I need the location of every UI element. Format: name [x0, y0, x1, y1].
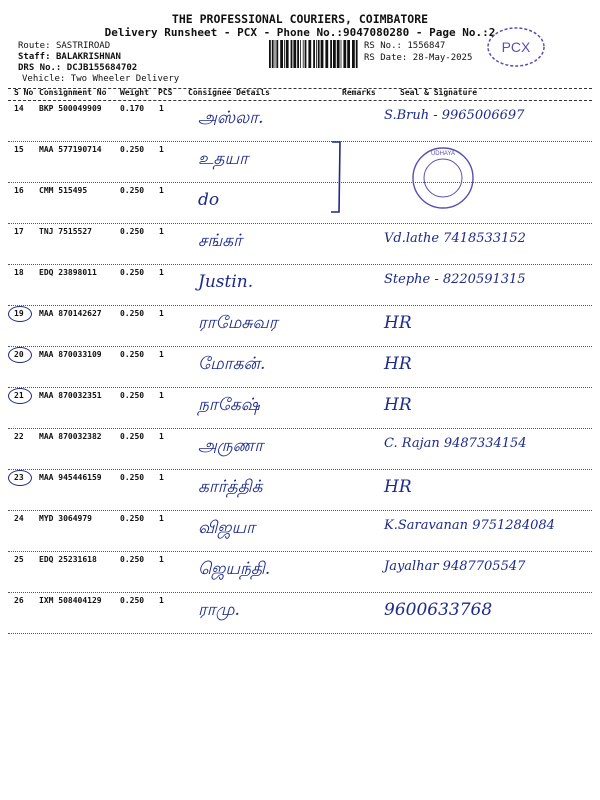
row-pcs: 1 — [159, 309, 164, 318]
barcode-bar — [291, 40, 293, 68]
row-divider — [8, 223, 592, 224]
header-bottom-line — [8, 100, 592, 101]
col-header-consignment: Consignment No — [39, 88, 107, 97]
barcode-bar — [352, 40, 355, 68]
barcode-image — [268, 40, 358, 68]
row-divider — [8, 592, 592, 593]
signature-handwriting: Vd.lathe 7418533152 — [384, 231, 526, 246]
consignee-handwriting: Justin. — [198, 272, 254, 292]
row-consignment: MAA 870142627 — [39, 309, 102, 318]
barcode-bar — [325, 40, 328, 68]
row-consignment: CMM 515495 — [39, 186, 88, 195]
row-weight: 0.250 — [120, 186, 145, 195]
row-divider — [8, 551, 592, 552]
barcode-bar — [313, 40, 315, 68]
rs-date-line — [364, 53, 472, 63]
row-pcs: 1 — [159, 555, 164, 564]
row-sno: 26 — [14, 596, 24, 605]
barcode-bar — [356, 40, 358, 68]
row-pcs: 1 — [159, 104, 164, 113]
route-line — [18, 41, 110, 51]
drs-line — [18, 63, 137, 73]
signature-handwriting: 9600633768 — [384, 600, 493, 620]
vehicle-line — [22, 74, 179, 84]
barcode-bar — [297, 40, 299, 68]
row-sno: 22 — [14, 432, 24, 441]
row-pcs: 1 — [159, 145, 164, 154]
barcode-bar — [308, 40, 311, 68]
row-pcs: 1 — [159, 268, 164, 277]
row-sno: 15 — [14, 145, 24, 154]
row-consignment: MAA 870032382 — [39, 432, 102, 441]
pcx-stamp — [484, 24, 548, 70]
barcode-bar — [300, 40, 301, 68]
consignee-handwriting: நாகேஷ் — [198, 395, 260, 415]
row-sno: 16 — [14, 186, 24, 195]
vehicle-label: Vehicle: — [22, 74, 66, 84]
row-divider — [8, 141, 592, 142]
row-pcs: 1 — [159, 596, 164, 605]
signature-handwriting: S.Bruh - 9965006697 — [384, 108, 525, 123]
row-sno: 20 — [14, 350, 24, 359]
row-consignment: MAA 577190714 — [39, 145, 102, 154]
row-weight: 0.170 — [120, 104, 145, 113]
barcode-bar — [333, 40, 336, 68]
stamp-text: PCX — [501, 39, 531, 55]
col-header-pcs: PCS — [158, 88, 173, 97]
row-consignment: MAA 945446159 — [39, 473, 102, 482]
row-sno: 23 — [14, 473, 24, 482]
row-divider — [8, 264, 592, 265]
barcode-bar — [337, 40, 340, 68]
row-pcs: 1 — [159, 473, 164, 482]
row-divider — [8, 387, 592, 388]
row-weight: 0.250 — [120, 145, 145, 154]
row-weight: 0.250 — [120, 268, 145, 277]
rs-no-line — [364, 41, 445, 51]
row-consignment: IXM 508404129 — [39, 596, 102, 605]
runsheet-title: Delivery Runsheet - PCX - Phone No.:9047080280 - Page No.:2 — [104, 26, 496, 39]
sno-circle-mark — [8, 470, 32, 486]
row-sno: 18 — [14, 268, 24, 277]
barcode-bar — [269, 40, 271, 68]
consignee-handwriting: ஜெயந்தி. — [198, 559, 271, 579]
row-weight: 0.250 — [120, 555, 145, 564]
barcode-bar — [284, 40, 285, 68]
rs-no-label: RS No.: — [364, 41, 402, 51]
barcode-bar — [275, 40, 276, 68]
row-consignment: MYD 3064979 — [39, 514, 92, 523]
consignee-handwriting: ராமேசுவர — [198, 313, 278, 333]
row-consignment: EDQ 23898011 — [39, 268, 97, 277]
consignee-handwriting: கார்த்திக் — [198, 477, 263, 497]
barcode-bar — [305, 40, 307, 68]
signature-handwriting: HR — [384, 354, 412, 374]
row-weight: 0.250 — [120, 432, 145, 441]
drs-value: DCJB155684702 — [66, 63, 138, 73]
barcode-bar — [330, 40, 332, 68]
consignee-handwriting: ராமு. — [198, 600, 240, 620]
row-divider — [8, 469, 592, 470]
row-sno: 17 — [14, 227, 24, 236]
row-consignment: TNJ 7515527 — [39, 227, 92, 236]
signature-handwriting: Stephe - 8220591315 — [384, 272, 526, 287]
route-value: SASTRIROAD — [55, 41, 111, 51]
col-header-sno: S No — [14, 88, 34, 97]
row-consignment: MAA 870033109 — [39, 350, 102, 359]
runsheet-table — [8, 88, 592, 630]
barcode-bar — [272, 40, 274, 68]
barcode-bar — [318, 40, 320, 68]
row-weight: 0.250 — [120, 596, 145, 605]
row-divider — [8, 633, 592, 634]
signature-handwriting: K.Saravanan 9751284084 — [384, 518, 555, 533]
row-weight: 0.250 — [120, 473, 145, 482]
row-pcs: 1 — [159, 391, 164, 400]
row-pcs: 1 — [159, 186, 164, 195]
row-pcs: 1 — [159, 514, 164, 523]
signature-handwriting: HR — [384, 477, 412, 497]
udhaya-seal — [408, 143, 478, 213]
drs-label: DRS No.: — [18, 63, 62, 73]
vehicle-value: Two Wheeler Delivery — [70, 74, 180, 84]
row-sno: 14 — [14, 104, 24, 113]
row-divider — [8, 182, 592, 183]
barcode-bar — [341, 40, 342, 68]
row-sno: 21 — [14, 391, 24, 400]
row-weight: 0.250 — [120, 391, 145, 400]
row-divider — [8, 428, 592, 429]
col-header-weight: Weight — [120, 88, 149, 97]
row-divider — [8, 346, 592, 347]
row-pcs: 1 — [159, 350, 164, 359]
rs-date-label: RS Date: — [364, 53, 408, 63]
row-sno: 24 — [14, 514, 24, 523]
signature-handwriting: HR — [384, 313, 412, 333]
staff-line — [18, 52, 121, 62]
consignee-handwriting: do — [198, 190, 220, 210]
sno-circle-mark — [8, 347, 32, 363]
signature-handwriting: Jayalhar 9487705547 — [384, 559, 526, 574]
row-sno: 25 — [14, 555, 24, 564]
row-consignment: EDQ 25231618 — [39, 555, 97, 564]
consignee-handwriting: உதயா — [198, 149, 248, 169]
row-pcs: 1 — [159, 432, 164, 441]
row-weight: 0.250 — [120, 227, 145, 236]
company-title: THE PROFESSIONAL COURIERS, COIMBATORE — [171, 12, 429, 26]
staff-value: BALAKRISHNAN — [55, 52, 121, 62]
barcode-bar — [293, 40, 296, 68]
route-label: Route: — [18, 41, 51, 51]
consignee-handwriting: சங்கர் — [198, 231, 243, 251]
table-top-line — [8, 88, 592, 89]
row-pcs: 1 — [159, 227, 164, 236]
col-header-remarks: Remarks — [342, 88, 376, 97]
rs-date-value: 28-May-2025 — [412, 53, 473, 63]
barcode-bar — [321, 40, 324, 68]
signature-handwriting: C. Rajan 9487334154 — [384, 436, 527, 451]
row-divider — [8, 510, 592, 511]
barcode-bar — [280, 40, 283, 68]
barcode-bar — [347, 40, 350, 68]
signature-handwriting: HR — [384, 395, 412, 415]
bracket-mark — [330, 140, 344, 214]
sno-circle-mark — [8, 306, 32, 322]
consignee-handwriting: அஸ்லா. — [198, 108, 264, 128]
consignee-handwriting: விஜயா — [198, 518, 255, 538]
barcode-bar — [286, 40, 289, 68]
barcode-bar — [316, 40, 317, 68]
consignee-handwriting: மோகன். — [198, 354, 266, 374]
row-weight: 0.250 — [120, 350, 145, 359]
row-consignment: MAA 870032351 — [39, 391, 102, 400]
row-consignment: BKP 500049909 — [39, 104, 102, 113]
row-divider — [8, 305, 592, 306]
sno-circle-mark — [8, 388, 32, 404]
barcode-bar — [276, 40, 278, 68]
seal-text: UDHAYA — [430, 151, 456, 157]
row-weight: 0.250 — [120, 514, 145, 523]
row-sno: 19 — [14, 309, 24, 318]
staff-label: Staff: — [18, 52, 51, 62]
barcode-bar — [303, 40, 304, 68]
barcode-bar — [343, 40, 346, 68]
consignee-handwriting: அருணா — [198, 436, 264, 456]
col-header-consignee: Consignee Details — [188, 88, 270, 97]
col-header-signature: Seal & Signature — [400, 88, 478, 97]
row-weight: 0.250 — [120, 309, 145, 318]
rs-no-value: 1556847 — [407, 41, 446, 51]
